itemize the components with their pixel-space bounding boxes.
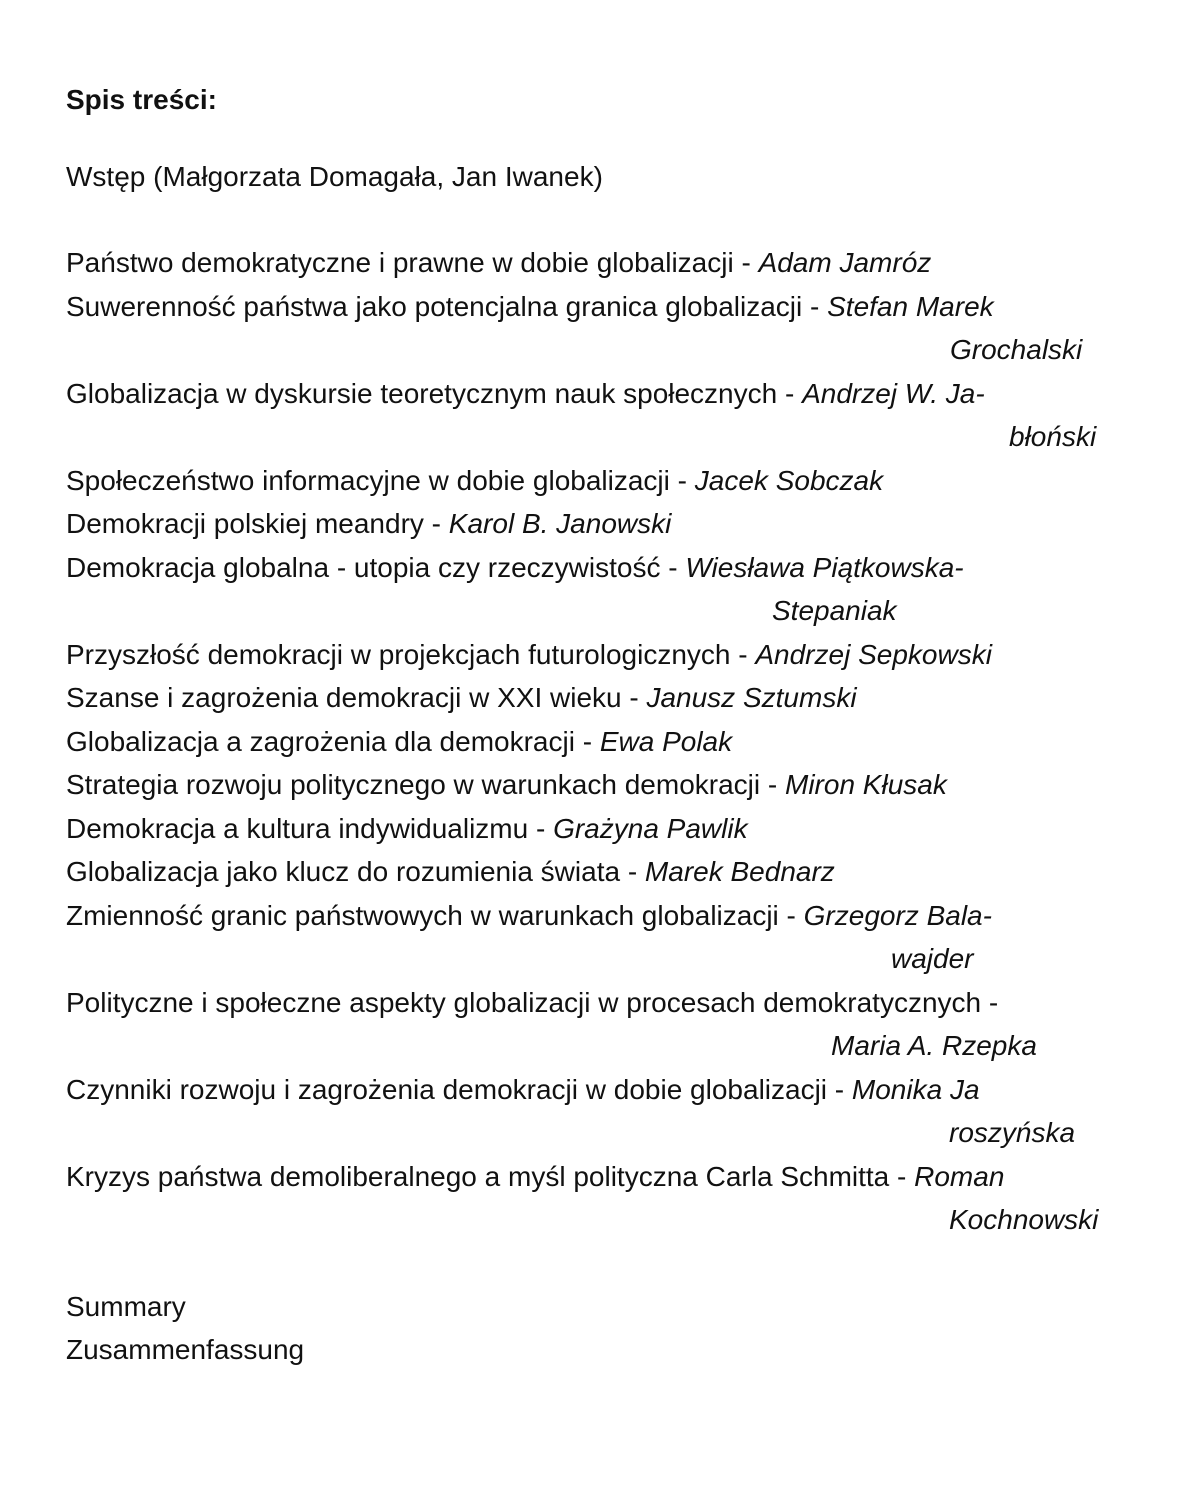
entry-author: Ewa Polak [599, 725, 733, 757]
toc-entry [66, 894, 1136, 938]
entry-author: Wiesława Piątkowska- [685, 551, 964, 583]
entry-author-continuation: błoński [1009, 421, 1097, 452]
entry-author: Stefan Marek [827, 290, 994, 322]
entry-author: Grażyna Pawlik [553, 812, 748, 844]
entry-author: Roman [914, 1160, 1005, 1192]
entry-author-continuation: Grochalski [950, 334, 1083, 365]
toc-entry [66, 546, 1136, 590]
toc-heading: Spis treści: [66, 84, 217, 115]
toc-entry [66, 285, 1136, 329]
entry-title: Demokracja globalna - utopia czy rzeczywistość - [66, 551, 686, 583]
toc-entry [66, 241, 1136, 285]
entry-title: Szanse i zagrożenia demokracji w XXI wieku - [66, 682, 647, 713]
toc-entry [66, 763, 1136, 807]
summary-entry: Summary [66, 1290, 186, 1322]
entry-title: Kryzys państwa demoliberalnego a myśl polityczna Carla Schmitta - [66, 1160, 915, 1192]
entry-author: Monika Ja [851, 1073, 980, 1105]
entry-author: Andrzej W. Ja- [802, 377, 985, 409]
entry-title: Społeczeństwo informacyjne w dobie globalizacji - [66, 464, 695, 496]
entry-author-continuation: Kochnowski [949, 1204, 1099, 1235]
toc-list [66, 241, 1136, 1242]
entry-author: Jacek Sobczak [694, 464, 884, 496]
entry-author: Miron Kłusak [785, 769, 947, 800]
entry-title: Suwerenność państwa jako potencjalna granica globalizacji - [66, 290, 828, 322]
toc-entry [66, 807, 1136, 851]
toc-entry [66, 1068, 1136, 1112]
entry-title: Polityczne i społeczne aspekty globalizacji w procesach demokratycznych - [66, 986, 999, 1018]
entry-title: Globalizacja jako klucz do rozumienia świata - [66, 856, 645, 887]
toc-entry [66, 633, 1136, 677]
entry-title: Demokracja a kultura indywidualizmu - [66, 812, 554, 844]
toc-intro: Wstęp (Małgorzata Domagała, Jan Iwanek) [66, 160, 603, 192]
entry-author: Adam Jamróz [758, 247, 932, 278]
entry-title: Państwo demokratyczne i prawne w dobie globalizacji - [66, 247, 759, 278]
toc-entry [66, 1155, 1136, 1199]
entry-title: Globalizacja a zagrożenia dla demokracji - [66, 725, 600, 757]
entry-author-continuation: roszyńska [949, 1117, 1076, 1148]
entry-author: Marek Bednarz [644, 856, 835, 887]
table-of-contents-page [66, 78, 1136, 1372]
entry-author: Andrzej Sepkowski [755, 638, 992, 670]
zusammenfassung-entry: Zusammenfassung [66, 1334, 305, 1365]
entry-title: Przyszłość demokracji w projekcjach futurologicznych - [66, 638, 756, 670]
toc-entry [66, 850, 1136, 894]
entry-author-continuation: wajder [891, 943, 974, 974]
entry-title: Strategia rozwoju politycznego w warunkach demokracji - [66, 769, 785, 800]
toc-entry [66, 720, 1136, 764]
toc-entry [66, 981, 1136, 1025]
toc-entry [66, 676, 1136, 720]
entry-author: Janusz Sztumski [646, 682, 857, 713]
entry-author-continuation: Maria A. Rzepka [831, 1030, 1037, 1061]
entry-author: Karol B. Janowski [448, 508, 672, 539]
toc-entry [66, 459, 1136, 503]
entry-author-continuation: Stepaniak [772, 595, 897, 626]
entry-title: Demokracji polskiej meandry - [66, 508, 449, 539]
entry-title: Czynniki rozwoju i zagrożenia demokracji w dobie globalizacji - [66, 1073, 852, 1105]
toc-entry [66, 372, 1136, 416]
toc-tail [66, 1285, 1136, 1372]
entry-title: Globalizacja w dyskursie teoretycznym nauk społecznych - [66, 377, 803, 409]
entry-author: Grzegorz Bala- [803, 899, 992, 931]
entry-title: Zmienność granic państwowych w warunkach globalizacji - [66, 899, 804, 931]
toc-entry [66, 502, 1136, 546]
